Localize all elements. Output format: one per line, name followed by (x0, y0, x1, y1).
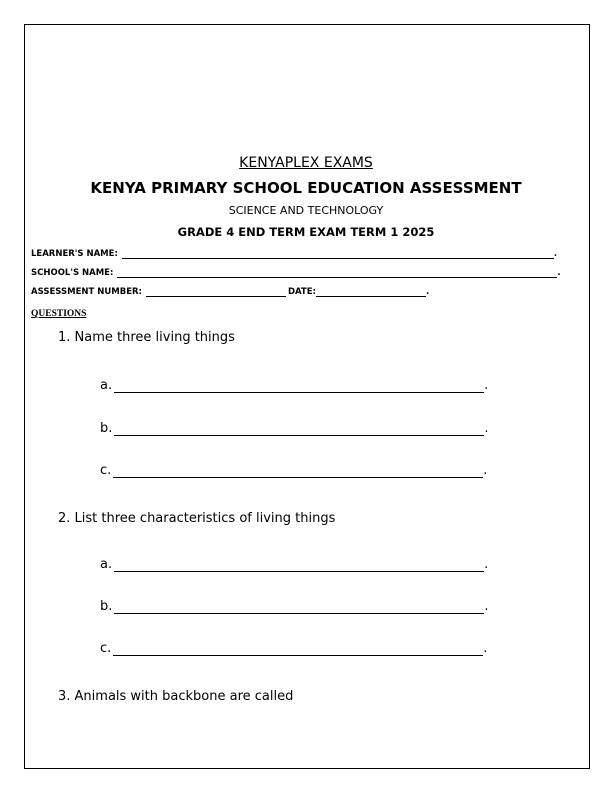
answer-2c[interactable]: c. . (100, 641, 488, 656)
field-line[interactable] (117, 268, 557, 278)
assessment-title: KENYA PRIMARY SCHOOL EDUCATION ASSESSMENT (90, 179, 522, 197)
question-1: 1. Name three living things (58, 330, 235, 345)
date-line[interactable] (316, 287, 426, 297)
answer-line[interactable] (113, 643, 483, 656)
option-label: b. (100, 421, 113, 436)
answer-line[interactable] (114, 559, 484, 572)
answer-line[interactable] (114, 423, 484, 436)
answer-line[interactable] (114, 601, 484, 614)
school-name-field[interactable]: SCHOOL'S NAME: . (31, 268, 561, 278)
field-label: SCHOOL'S NAME: (31, 268, 114, 278)
answer-1b[interactable]: b. . (100, 421, 489, 436)
answer-1c[interactable]: c. . (100, 463, 488, 478)
answer-1a[interactable]: a. . (100, 378, 489, 393)
field-label: ASSESSMENT NUMBER: (31, 287, 142, 297)
question-3: 3. Animals with backbone are called (58, 689, 294, 704)
answer-line[interactable] (114, 380, 484, 393)
subject-title: SCIENCE AND TECHNOLOGY (228, 204, 384, 217)
brand-title: KENYAPLEX EXAMS (239, 155, 373, 171)
field-line[interactable] (122, 249, 554, 259)
answer-2a[interactable]: a. . (100, 557, 489, 572)
question-2: 2. List three characteristics of living things (58, 511, 336, 526)
assessment-number-field[interactable]: ASSESSMENT NUMBER: DATE: . (31, 287, 430, 297)
learner-name-field[interactable]: LEARNER'S NAME: . (31, 249, 558, 259)
option-label: c. (100, 641, 112, 656)
answer-line[interactable] (113, 465, 483, 478)
option-label: c. (100, 463, 112, 478)
option-label: a. (100, 378, 113, 393)
page-border (24, 24, 590, 769)
option-label: a. (100, 557, 113, 572)
field-line[interactable] (146, 287, 286, 297)
answer-2b[interactable]: b. . (100, 599, 489, 614)
date-label: DATE: (287, 287, 316, 297)
exam-title: GRADE 4 END TERM EXAM TERM 1 2025 (177, 225, 435, 239)
field-label: LEARNER'S NAME: (31, 249, 118, 259)
option-label: b. (100, 599, 113, 614)
questions-heading: QUESTIONS (31, 309, 87, 319)
